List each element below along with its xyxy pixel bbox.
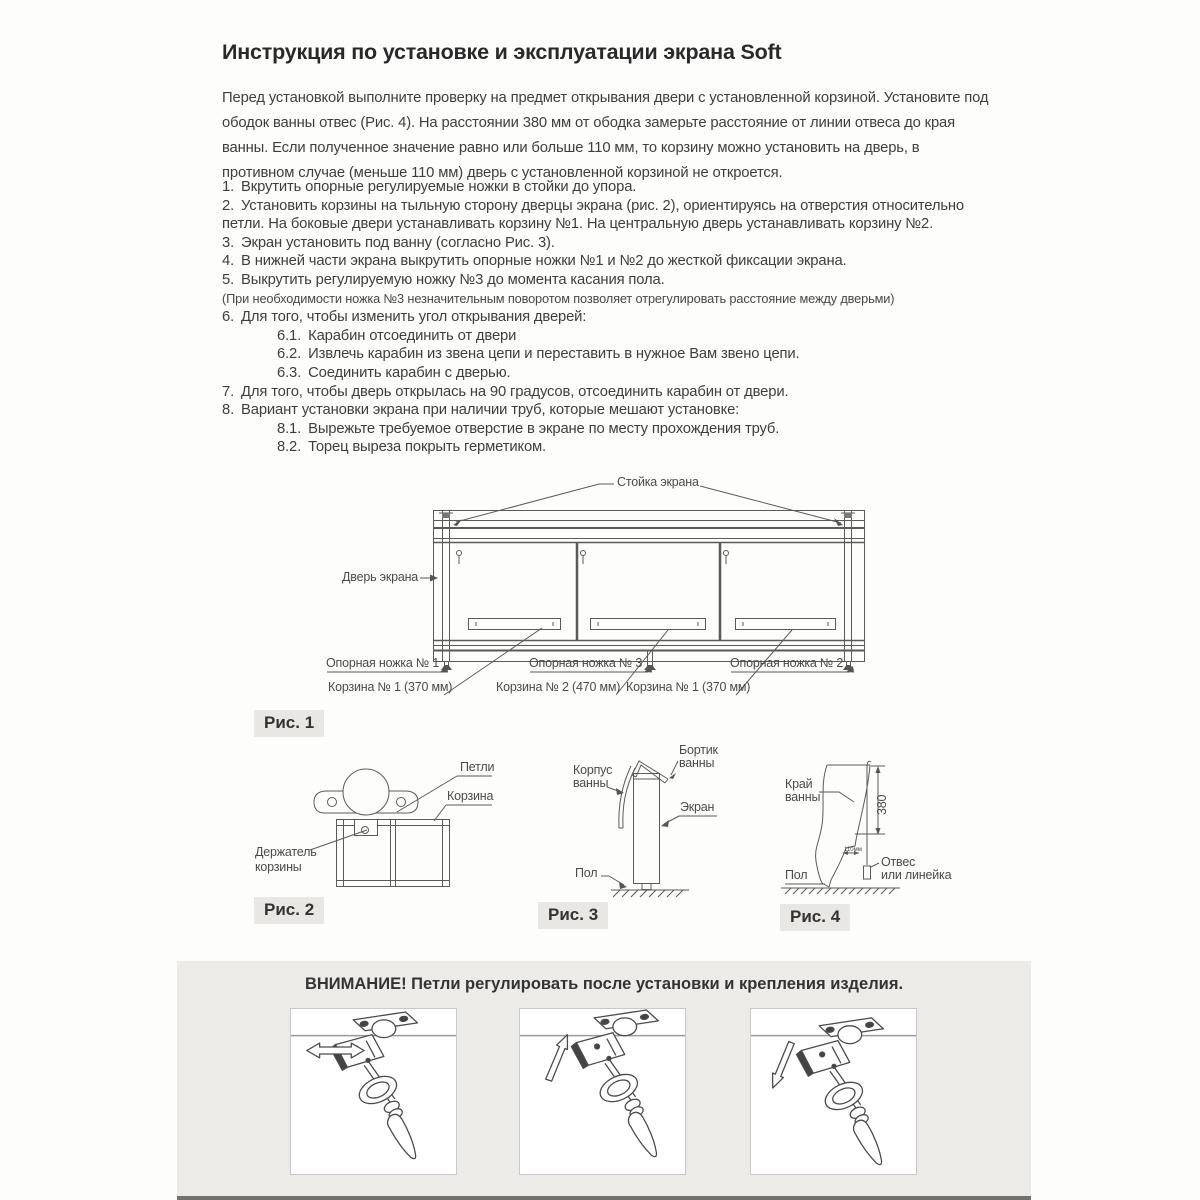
instruction-step: [222, 383, 992, 402]
fig2-label-basket: Корзина: [447, 789, 494, 803]
door-hook-icon: [457, 551, 729, 565]
step-number: 6.2.: [277, 346, 302, 363]
hinge-adjust-step-3: [750, 1008, 917, 1175]
fig4-line-art: [775, 745, 980, 915]
hinge-drawing-1: [291, 1009, 456, 1174]
fig2-label-holder-line1: Держатель: [255, 845, 317, 859]
fig3-label-body-line1: Корпус: [573, 763, 613, 777]
fig3-label-body-line2: ванны: [573, 776, 609, 790]
step-number: 4.: [222, 253, 235, 270]
figure-2-hinge-basket-diagram: [250, 750, 500, 900]
intro-paragraph: Перед установкой выполните проверку на предмет открывания двери с установленной корзиной. Установите под ободок ванны отвес (Рис. 4). На расстоянии 380 мм от ободка замерьте расстояние от линии отвеса до края ванны. Если полученное значение равно или больше 110 мм, то корзину можно установить на дверь, в противном случае (меньше 110 мм) дверь с установленной корзиной не откроется.: [222, 90, 989, 181]
instructions-list: [222, 178, 992, 457]
instruction-substep: [222, 327, 992, 346]
step-number: 8.: [222, 402, 235, 419]
step-number: 6.: [222, 309, 235, 326]
fig4-dimension-110: 110мм: [844, 847, 862, 853]
step-text: Вкрутить опорные регулируемые ножки в стойки до упора.: [241, 179, 637, 195]
fig1-label-basket1: Корзина № 1 (370 мм): [328, 680, 453, 694]
fig4-caption: Рис. 4: [780, 904, 850, 931]
fig1-caption: Рис. 1: [254, 710, 324, 737]
fig1-label-basket3: Корзина № 1 (370 мм): [626, 680, 751, 694]
instruction-step: [222, 197, 992, 234]
instruction-step: [222, 401, 992, 420]
fig4-label-plumb-line2: или линейка: [881, 868, 952, 882]
step-number: 3.: [222, 234, 235, 251]
attention-text: ВНИМАНИЕ! Петли регулировать после установки и крепления изделия.: [304, 975, 904, 993]
instruction-step: [222, 178, 992, 197]
step-number: 5.: [222, 271, 235, 288]
step-text: Экран установить под ванну (согласно Рис. 3).: [241, 234, 555, 251]
instruction-step: [222, 308, 992, 327]
fig1-label-leg2: Опорная ножка № 2: [730, 656, 844, 670]
instruction-substep: [222, 420, 992, 439]
step-text: Вырежьте требуемое отверстие в экране по месту прохождения труб.: [308, 420, 780, 437]
hinge-adjust-step-1: [290, 1008, 457, 1175]
instruction-note: [222, 290, 992, 309]
attention-section: [177, 961, 1031, 1196]
instruction-step: [222, 234, 992, 253]
fig4-label-edge-line1: Край: [785, 777, 813, 791]
figure-1-screen-front-diagram: [320, 468, 900, 713]
step-text: Для того, чтобы дверь открылась на 90 градусов, отсоединить карабин от двери.: [241, 383, 789, 400]
instruction-step: [222, 271, 992, 290]
fig1-label-leg3: Опорная ножка № 3: [529, 656, 643, 670]
step-number: 1.: [222, 179, 235, 195]
step-text: В нижней части экрана выкрутить опорные ножки №1 и №2 до жесткой фиксации экрана.: [241, 253, 847, 270]
fig3-label-rim-line1: Бортик: [679, 743, 718, 757]
step-number: 8.2.: [277, 439, 302, 456]
step-number: 6.3.: [277, 364, 302, 381]
figure-4-plumb-measure-diagram: [775, 745, 980, 915]
page-title: Инструкция по установке и эксплуатации экрана Soft: [222, 40, 782, 64]
step-number: 7.: [222, 383, 235, 400]
fig4-dimension-380: 380: [875, 794, 889, 815]
instruction-step: [222, 252, 992, 271]
figure-3-screen-under-bath-diagram: [555, 735, 770, 905]
fig2-caption: Рис. 2: [254, 897, 324, 924]
fig1-label-basket2: Корзина № 2 (470 мм): [496, 680, 621, 694]
step-number: 2.: [222, 197, 235, 214]
fig2-label-hinges: Петли: [460, 760, 495, 774]
step-text: (При необходимости ножка №3 незначительным поворотом позволяет отрегулировать расстояние между дверьми): [222, 290, 895, 306]
fig1-label-door: Дверь экрана: [342, 570, 419, 584]
fig1-line-art: [320, 468, 900, 713]
hinge-adjust-step-2: [519, 1008, 686, 1175]
step-number: 6.1.: [277, 327, 302, 344]
fig3-label-floor: Пол: [575, 866, 598, 880]
step-text: Соединить карабин с дверью.: [308, 364, 511, 381]
fig3-label-screen: Экран: [680, 800, 715, 814]
hinge-drawing-3: [751, 1009, 916, 1174]
fig4-label-floor: Пол: [785, 868, 808, 882]
hinge-drawing-2: [520, 1009, 685, 1174]
step-text: Вариант установки экрана при наличии труб, которые мешают установке:: [241, 402, 740, 419]
step-text: Карабин отсоединить от двери: [308, 327, 517, 344]
fig4-label-edge-line2: ванны: [785, 790, 821, 804]
step-text: Извлечь карабин из звена цепи и переставить в нужное Вам звено цепи.: [308, 346, 800, 363]
instruction-substep: [222, 345, 992, 364]
page-bottom-edge: [177, 1196, 1031, 1200]
step-text: Торец выреза покрыть герметиком.: [308, 439, 547, 456]
step-text: Выкрутить регулируемую ножку №3 до момента касания пола.: [241, 271, 665, 288]
adjust-diagonal-down-arrow-icon: [773, 1042, 795, 1089]
fig2-label-holder-line2: корзины: [255, 860, 302, 874]
fig4-label-plumb-line1: Отвес: [881, 855, 916, 869]
fig1-label-leg1: Опорная ножка № 1: [326, 656, 440, 670]
fig3-label-rim-line2: ванны: [679, 756, 715, 770]
adjust-diagonal-up-arrow-icon: [546, 1035, 568, 1081]
instruction-substep: [222, 438, 992, 457]
step-text: Для того, чтобы изменить угол открывания дверей:: [241, 309, 587, 326]
fig1-label-stand: Стойка экрана: [617, 475, 699, 489]
fig3-caption: Рис. 3: [538, 902, 608, 929]
step-text: Установить корзины на тыльную сторону дверцы экрана (рис. 2), ориентируясь на отверстия относительно петли. На боковые двери устанавливать корзину №1. На центральную дверь устанавливать корзину №2.: [222, 197, 965, 233]
instruction-substep: [222, 364, 992, 383]
step-number: 8.1.: [277, 420, 302, 437]
